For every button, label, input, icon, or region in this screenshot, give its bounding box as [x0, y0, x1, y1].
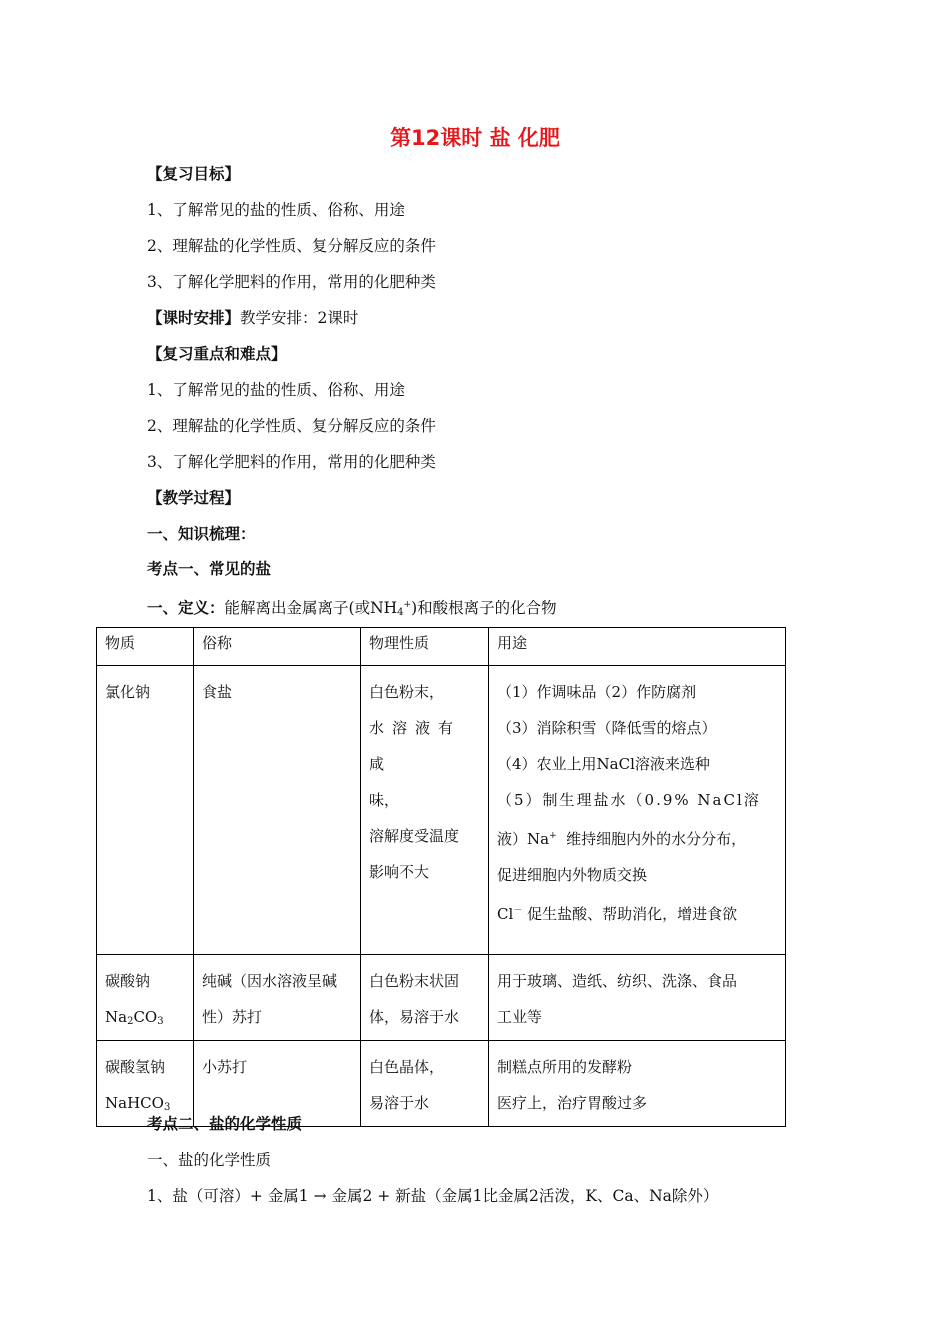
physical-cell: 白色晶体， 易溶于水	[361, 1041, 489, 1127]
substance-cell: 氯化钠	[97, 666, 194, 955]
process-heading: 【教学过程】	[147, 489, 241, 507]
key-heading: 【复习重点和难点】	[147, 345, 287, 363]
table-header-cell: 俗称	[194, 628, 361, 666]
table-row	[97, 666, 786, 955]
definition-text: 能解离出金属离子(或NH	[224, 599, 398, 617]
schedule-text: 教学安排：2课时	[240, 309, 359, 327]
formula: $Na_2CO_3$	[105, 1008, 164, 1027]
uses-cell: 制糕点所用的发酵粉 医疗上，治疗胃酸过多	[489, 1041, 786, 1127]
key-item: 2、理解盐的化学性质、复分解反应的条件	[147, 417, 436, 435]
salts-table	[96, 627, 786, 1127]
common-name-cell: 小苏打	[194, 1041, 361, 1127]
goal-item: 2、理解盐的化学性质、复分解反应的条件	[147, 237, 436, 255]
key-item: 3、了解化学肥料的作用，常用的化肥种类	[147, 453, 436, 471]
page-title: 第12课时 盐 化肥	[390, 126, 560, 150]
uses-cell: （1）作调味品（2）作防腐剂 （3）消除积雪（降低雪的熔点） （4）农业上用NaCl溶液来选种 （5）制生理盐水（0.9% NaCl溶 液）Na+ 维持细胞内外的水分分布， 促进细胞内外物质交换 Cl－ 促生盐酸、帮助消化，增进食欲	[489, 666, 786, 955]
goal-item: 1、了解常见的盐的性质、俗称、用途	[147, 201, 405, 219]
section-heading: 一、知识梳理：	[147, 525, 256, 543]
common-name-cell: 食盐	[194, 666, 361, 955]
topic-heading: 考点一、常见的盐	[147, 560, 272, 578]
table-header-cell: 用途	[489, 628, 786, 666]
substance-cell: 碳酸钠 $Na_2CO_3$	[97, 955, 194, 1041]
reaction-line: 1、盐（可溶）+ 金属1 → 金属2 + 新盐（金属1比金属2活泼，K、Ca、Na除外）	[147, 1187, 719, 1205]
topic-heading: 考点二、盐的化学性质	[147, 1115, 303, 1133]
chem-heading: 一、盐的化学性质	[147, 1151, 272, 1169]
definition-line: 一、定义：能解离出金属离子(或$NH_4^+$)和酸根离子的化合物	[147, 599, 557, 618]
table-header-row	[97, 628, 786, 666]
table-header-cell: 物理性质	[361, 628, 489, 666]
goal-item: 3、了解化学肥料的作用，常用的化肥种类	[147, 273, 436, 291]
formula: NaHCO$_3$	[105, 1094, 171, 1113]
physical-cell: 白色粉末， 水溶液有咸 味， 溶解度受温度 影响不大	[361, 666, 489, 955]
uses-cell: 用于玻璃、造纸、纺织、洗涤、食品 工业等	[489, 955, 786, 1041]
physical-cell: 白色粉末状固 体，易溶于水	[361, 955, 489, 1041]
goals-heading: 【复习目标】	[147, 165, 241, 183]
schedule-line	[147, 308, 358, 328]
table-header-cell: 物质	[97, 628, 194, 666]
substance-cell: 碳酸氢钠 NaHCO$_3$	[97, 1041, 194, 1127]
common-name-cell: 纯碱（因水溶液呈碱 性）苏打	[194, 955, 361, 1041]
table-row	[97, 955, 786, 1041]
definition-label: 一、定义：	[147, 599, 225, 617]
key-item: 1、了解常见的盐的性质、俗称、用途	[147, 381, 405, 399]
schedule-heading: 【课时安排】	[147, 309, 241, 327]
